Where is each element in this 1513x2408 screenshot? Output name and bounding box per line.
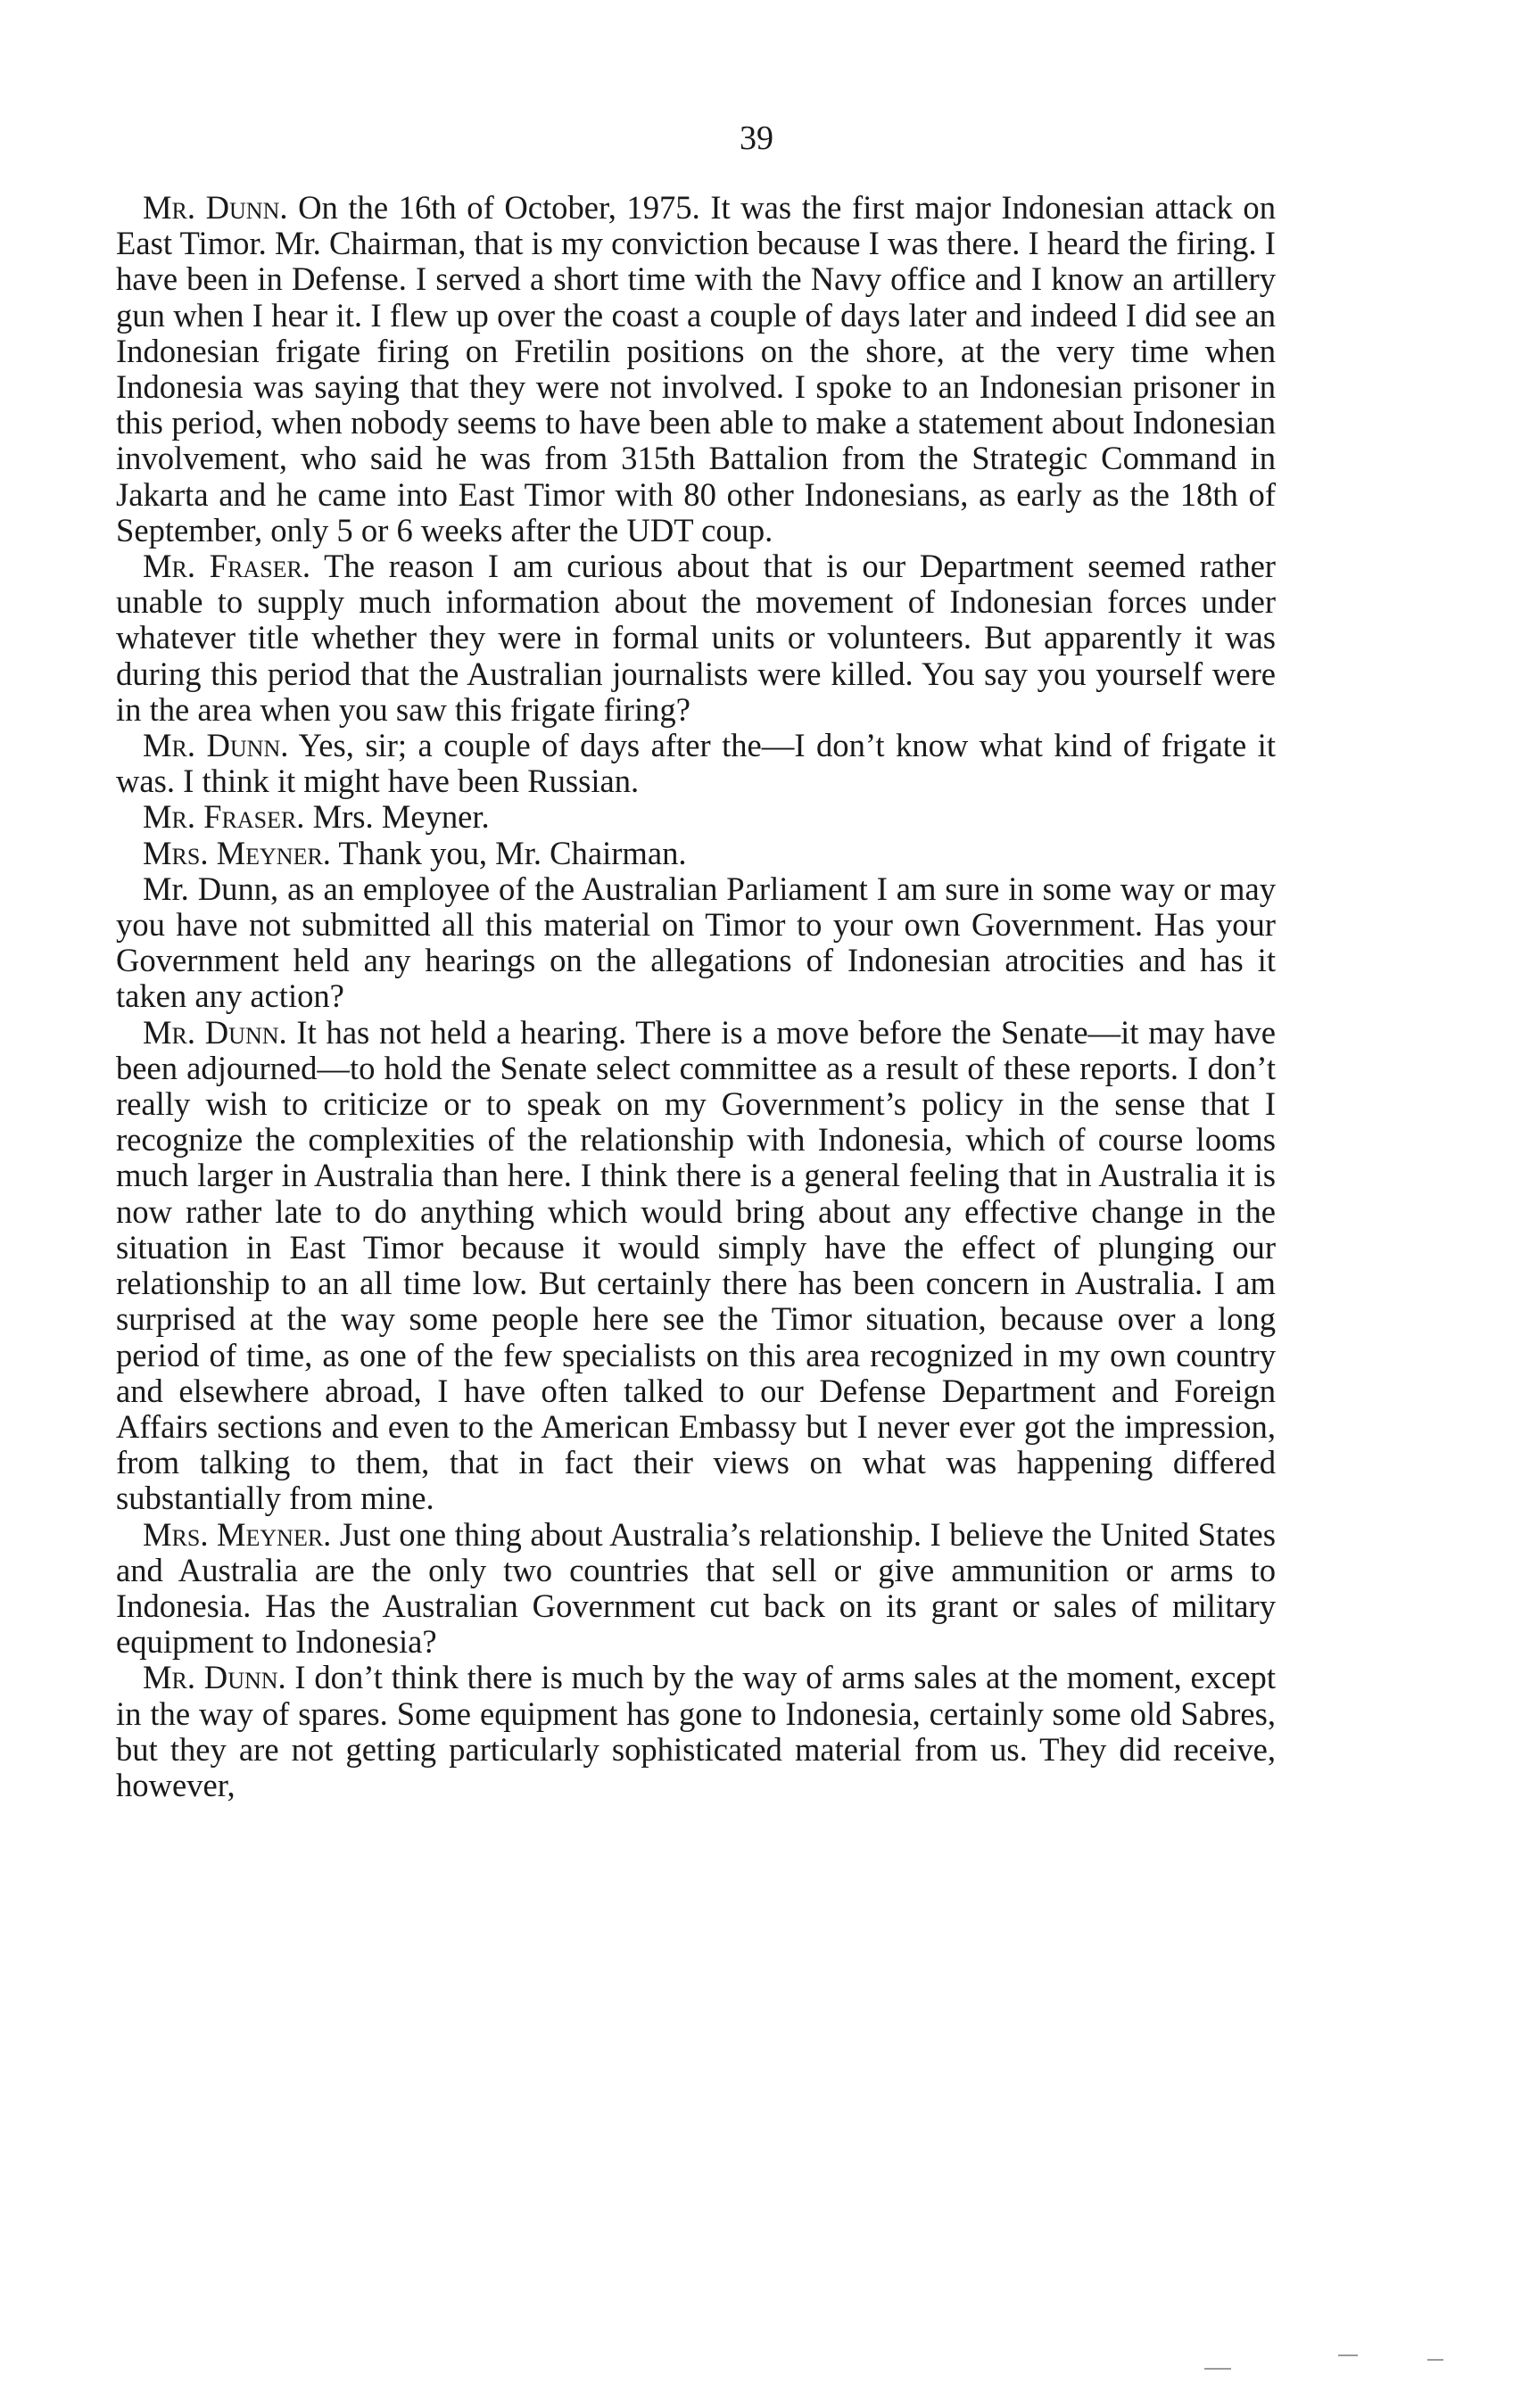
scan-artifact xyxy=(1338,2354,1358,2356)
paragraph-text: Thank you, Mr. Chairman. xyxy=(330,834,687,871)
paragraph-text: Mr. Dunn, as an employee of the Australian Parliament I am sure in some way or may you have not submitted all this material on Timor to your own Government. Has your Government held any hearings on the allegations of Indonesian atrocities and has it taken any action? xyxy=(116,870,1276,1015)
transcript-paragraph xyxy=(116,836,1276,871)
scan-artifact xyxy=(1427,2359,1443,2361)
speaker-name: Mr. Fraser. xyxy=(143,798,305,836)
speaker-name: Mr. Dunn. xyxy=(143,1659,286,1696)
transcript-paragraph xyxy=(116,190,1276,548)
transcript-paragraph xyxy=(116,871,1276,1015)
transcript-paragraph xyxy=(116,548,1276,728)
transcript-paragraph xyxy=(116,799,1276,835)
speaker-name: Mr. Fraser. xyxy=(143,548,311,585)
speaker-name: Mrs. Meyner. xyxy=(143,834,331,871)
speaker-name: Mrs. Meyner. xyxy=(143,1515,332,1553)
transcript-paragraph xyxy=(116,1015,1276,1517)
page-number: 39 xyxy=(740,120,773,157)
transcript-paragraph xyxy=(116,728,1276,799)
paragraph-text: It has not held a hearing. There is a move before the Senate—it may have been adjourned—to hold the Senate select committee as a result of these reports. I don’t really wish to criticize or to speak on my Government’s policy in the sense that I recognize the complexities of the relationship with Indonesia, which of course looms much larger in Australia than here. I think there is a general feeling that in Australia it is now rather late to do anything which would bring about any effective change in the situation in East Timor because it would simply have the effect of plunging our relationship to an all time low. But certainly there has been concern in Australia. I am surprised at the way some people here see the Timor situation, because over a long period of time, as one of the few specialists on this area recognized in my own country and elsewhere abroad, I have often talked to our Defense Department and Foreign Affairs sections and even to the American Embassy but I never ever got the impression, from talking to them, that in fact their views on what was happening differed substantially from mine. xyxy=(116,1013,1277,1517)
transcript-paragraph xyxy=(116,1660,1276,1803)
paragraph-text: I don’t think there is much by the way of arms sales at the moment, except in the way of spares. Some equipment has gone to Indonesia, certainly some old Sabres, but they are not getting particularly sophisticated material from us. They did receive, however, xyxy=(116,1659,1277,1803)
paragraph-text: The reason I am curious about that is our Department seemed rather unable to supply much information about the movement of Indonesian forces under whatever title whether they were in formal units or volunteers. But apparently it was during this period that the Australian journalists were killed. You say you yourself were in the area when you saw this frigate firing? xyxy=(116,548,1276,728)
speaker-name: Mr. Dunn. xyxy=(143,727,289,764)
speaker-name: Mr. Dunn. xyxy=(143,189,288,226)
speaker-name: Mr. Dunn. xyxy=(143,1013,287,1051)
transcript-paragraph xyxy=(116,1517,1276,1661)
paragraph-text: Yes, sir; a couple of days after the—I don’t know what kind of frigate it was. I think it might have been Russian. xyxy=(116,727,1276,800)
paragraph-text: Just one thing about Australia’s relationship. I believe the United States and Australia are the only two countries that sell or give ammunition or arms to Indonesia. Has the Australian Government cut back on its grant or sales of military equipment to Indonesia? xyxy=(116,1515,1276,1661)
paragraph-text: On the 16th of October, 1975. It was the first major Indonesian attack on East Timor. Mr. Chairman, that is my conviction because I was there. I heard the firing. I have been in Defense. I served a short time with the Navy office and I know an artillery gun when I hear it. I flew up over the coast a couple of days later and indeed I did see an Indonesian frigate firing on Fretilin positions on the shore, at the very time when Indonesia was saying that they were not involved. I spoke to an Indonesian prisoner in this period, when nobody seems to have been able to make a statement about Indonesian involvement, who said he was from 315th Battalion from the Strategic Command in Jakarta and he came into East Timor with 80 other Indonesians, as early as the 18th of September, only 5 or 6 weeks after the UDT coup. xyxy=(116,189,1277,548)
paragraph-text: Mrs. Meyner. xyxy=(304,798,490,836)
hearing-transcript xyxy=(116,190,1276,1803)
scan-artifact xyxy=(1204,2368,1231,2370)
